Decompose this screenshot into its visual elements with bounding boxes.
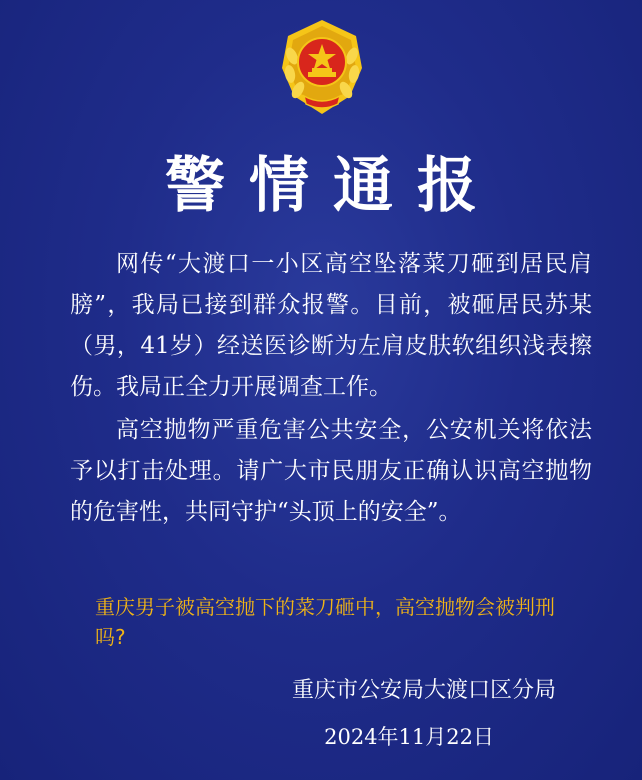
news-caption[interactable]: 重庆男子被高空抛下的菜刀砸中，高空抛物会被判刑吗? [95,595,555,649]
issuing-agency: 重庆市公安局大渡口区分局 [291,678,556,703]
issue-date: 2024年11月22日 [324,725,494,749]
notice-title: 警情通报 [165,151,501,221]
notice-paragraph-2: 高空抛物严重危害公共安全，公安机关将依法予以打击处理。请广大市民朋友正确认识高空抛物的危害性，共同守护“头顶上的安全”。 [70,417,592,525]
police-emblem-icon [276,16,368,118]
notice-paragraph-1: 网传“大渡口一小区高空坠落菜刀砸到居民肩膀”，我局已接到群众报警。目前，被砸居民苏某（男，41岁）经送医诊断为左肩皮肤软组织浅表擦伤。我局正全力开展调查工作。 [70,251,592,400]
